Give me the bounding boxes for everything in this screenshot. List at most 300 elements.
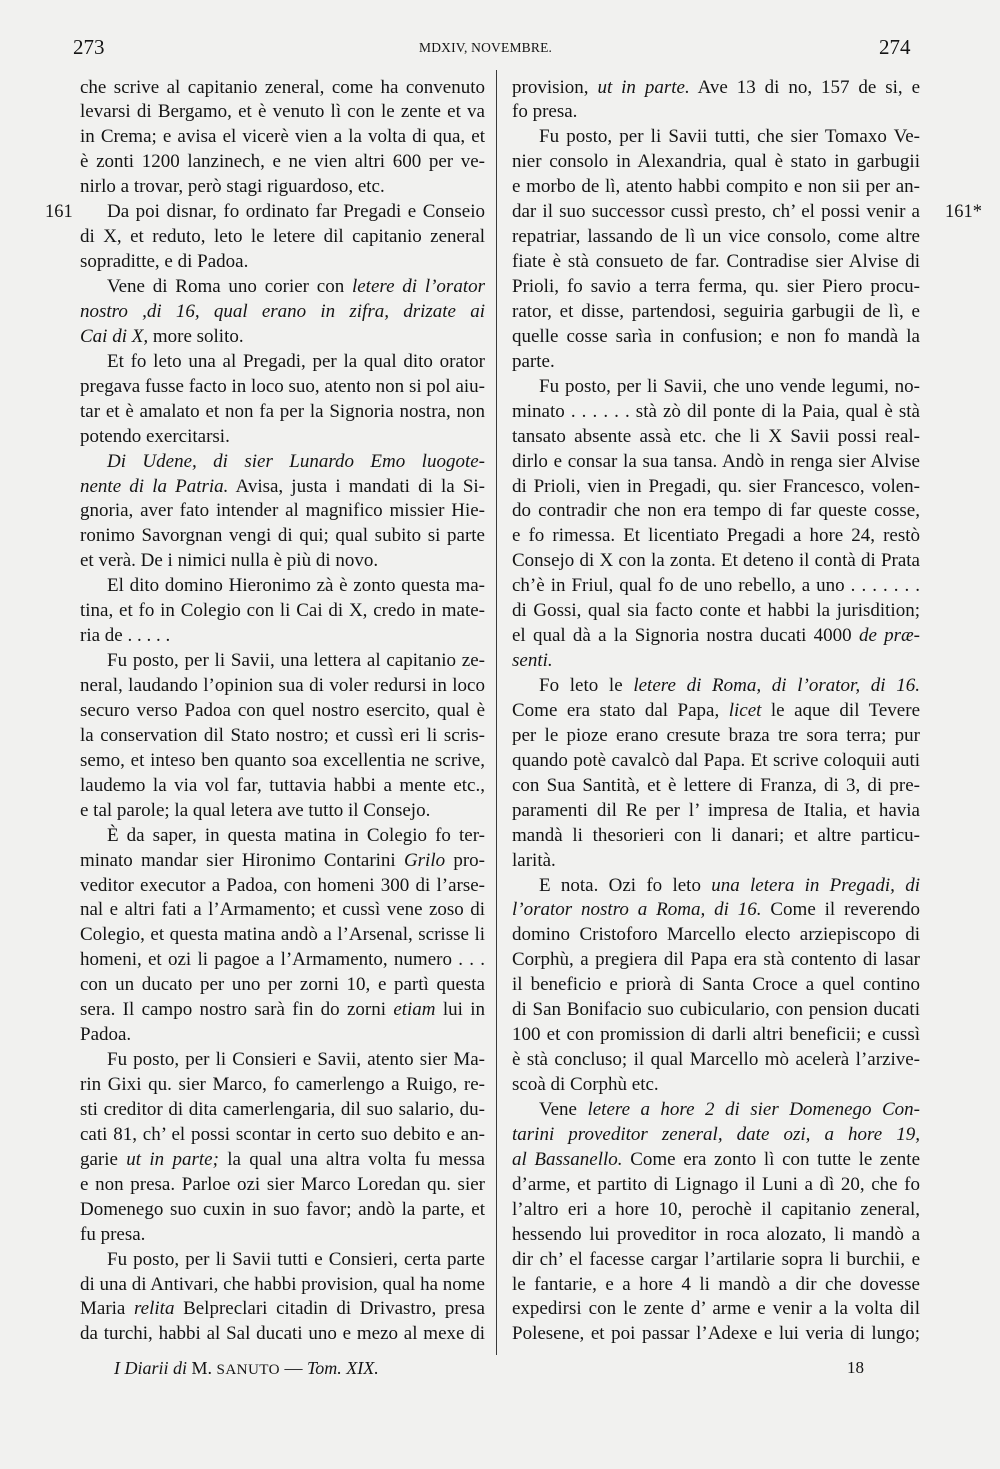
text-line [80,599,485,624]
line-text [80,250,248,275]
text-line [512,1148,920,1173]
line-text [512,849,556,874]
text-run: fu presa. [80,1223,146,1245]
text-line [512,774,920,799]
text-run: di Prioli, vien in Pregadi, qu. sier Francesco, volen- [512,475,920,497]
line-text [80,1273,485,1298]
line-text [512,524,920,549]
line-text [107,200,485,225]
text-line [80,1048,485,1073]
text-line [512,898,920,923]
text-run: la conservation dil Stato nostro; et cussì eri li scris- [80,724,485,746]
text-line [80,898,485,923]
line-text [80,1148,485,1173]
column-divider [496,70,497,1355]
text-line [512,375,920,400]
left-column [45,76,485,1348]
line-text [80,300,485,325]
text-run: levarsi di Bergamo, et è venuto lì con le zente et va [80,101,485,123]
text-run: minato mandar sier Hironimo Contarini [80,849,404,871]
line-text [512,225,920,250]
text-line [80,574,485,599]
line-text [512,549,920,574]
text-run: tina, et fo in Colegio con li Cai di X, credo in mate- [80,600,485,622]
paragraph [512,76,920,126]
text-run: sti creditor di dita camerlengaria, dil suo salario, du- [80,1098,485,1120]
text-line [512,699,920,724]
text-line [45,200,485,225]
text-line [512,475,920,500]
line-text [512,1273,920,1298]
paragraph [512,1098,920,1347]
text-line [512,400,920,425]
line-text [512,998,920,1023]
paragraph [80,824,485,1048]
paragraph [80,1048,485,1248]
text-line [512,1273,920,1298]
line-text [512,475,920,500]
text-line [512,1123,920,1148]
line-text [512,724,920,749]
line-text [80,1098,485,1123]
text-run: lui in [435,999,485,1021]
text-line [80,125,485,150]
text-line [512,549,920,574]
text-line [512,1048,920,1073]
paragraph [80,76,485,201]
text-line [512,948,920,973]
italic-run: nostro ,di 16, qual erano in zifra, drizate ai [80,300,485,322]
text-run: Come era zonto lì con tutte le zente [622,1148,920,1170]
text-run: in Crema; e avisa el vicerè vien a la volta di qua, et [80,126,485,148]
text-run: le fantarie, e a hore 4 li mandò a dir che dovesse [512,1273,920,1295]
text-run: sopraditte, e di Padoa. [80,251,249,273]
text-line [80,1297,485,1322]
text-run: pregava fusse facto in loco suo, atento non si pol aiu- [80,375,485,397]
text-line [512,425,920,450]
line-text [512,450,920,475]
text-run: e non presa. Parloe ozi sier Marco Loredan qu. sier [80,1173,485,1195]
text-run: dirlo e consar la sua tansa. Andò in renga sier Alvise [512,450,920,472]
paragraph [80,1248,485,1348]
line-text [80,549,378,574]
line-text [512,250,920,275]
line-text [512,1223,920,1248]
text-run: Fo leto le [539,675,634,696]
line-text [107,275,485,300]
text-line [80,1173,485,1198]
line-text [512,499,920,524]
text-line [512,799,920,824]
text-run: provision, [512,76,598,98]
paragraph [512,125,982,374]
text-line [80,524,485,549]
line-text [80,923,485,948]
text-line [80,475,485,500]
text-line [80,674,485,699]
line-text [512,1322,920,1347]
text-line [512,1223,920,1248]
text-run: fiate è stà consueto de far. Contradise sier Alvise di [512,251,920,273]
text-run: da turchi, habbi al Sal ducati uno e mezo al mexe di [80,1323,485,1345]
line-text [80,1023,131,1048]
text-run: Domenego suo cuxin in suo favor; andò la parte, et [80,1198,485,1220]
line-text [512,1148,920,1173]
text-line [512,275,920,300]
text-run: gnoria, aver fato intender al magnifico missier Hie- [80,500,485,522]
text-line [512,1073,920,1098]
text-run: È da saper, in questa matina in Colegio fo ter- [107,824,485,846]
line-text [80,1198,485,1223]
text-line [80,1248,485,1273]
text-run: nier consolo in Alexandria, qual è stato in garbugii [512,151,920,173]
line-text [512,1297,920,1322]
text-line [80,225,485,250]
paragraph [80,649,485,824]
line-text [107,1048,485,1073]
italic-run: licet [728,699,762,721]
text-line [80,425,485,450]
text-run: tar et è amalato et non fa per la Signoria nostra, non [80,400,485,422]
line-text [512,200,920,225]
text-line [512,923,920,948]
italic-run: ut in parte; [126,1148,219,1170]
text-line [512,599,920,624]
margin-page-number: 161* [945,202,982,223]
text-line [80,1098,485,1123]
text-run: el qual dà a la Signoria nostra ducati 4000 [512,625,859,647]
line-text [107,450,485,475]
text-line [80,549,485,574]
line-text [80,1073,485,1098]
line-text [80,724,485,749]
line-text [512,973,920,998]
italic-run: letere di Roma, di l’orator, di 16. [633,675,920,696]
italic-run: I Diarii di [114,1358,188,1378]
italic-run: tarini proveditor zeneral, date ozi, a hore 19, [512,1123,920,1145]
text-run: M. [187,1358,217,1378]
line-text [80,599,485,624]
text-run: con Sua Santità, et è lettere di Franza, di 3, di pre- [512,774,920,796]
text-line [80,774,485,799]
line-text [512,923,920,948]
text-run: Da poi disnar, fo ordinato far Pregadi e Conseio [107,201,485,223]
line-text [512,799,920,824]
page-number-right: 274 [879,35,911,59]
text-run: neral, laudando l’opinion sua di voler redursi in loco [80,675,485,696]
line-text [80,699,485,724]
text-line [512,175,920,200]
line-text [80,948,485,973]
line-text [80,799,430,824]
italic-run: letere a hore 2 di sier Domenego Con- [587,1098,920,1120]
text-line [512,300,920,325]
text-line [80,1073,485,1098]
text-line [512,998,920,1023]
text-run: Maria [80,1298,134,1320]
text-line [512,824,920,849]
text-run: — [279,1358,307,1378]
italic-run: Grilo [403,849,446,871]
text-line [80,1023,485,1048]
text-run: fo presa. [512,101,578,123]
text-run: Vene [539,1098,588,1120]
text-line [512,225,920,250]
text-run: rin Gixi qu. sier Marco, fo camerlengo a Ruigo, re- [80,1074,485,1095]
text-run: Fu posto, per li Savii tutti e Consieri, certa parte [107,1248,485,1270]
text-line [80,649,485,674]
text-run: potendo exercitarsi. [80,425,230,447]
footer-citation [114,1356,379,1382]
text-run: Avisa, justa i mandati di la Si- [228,475,485,497]
text-run: Ave 13 di no, 157 de si, e [689,76,921,98]
text-line [512,649,920,674]
line-text [512,1173,920,1198]
text-run: larità. [512,849,556,871]
text-run: di una di Antivari, che habbi provision, qual ha nome [80,1273,485,1295]
text-line [512,1322,920,1347]
line-text [512,100,577,125]
text-line [512,1098,920,1123]
line-text [512,824,920,849]
line-text [512,425,920,450]
paragraph [80,574,485,649]
line-text [80,898,485,923]
text-line [80,325,485,350]
text-run: Et fo leto una al Pregadi, per la qual dito orator [107,350,485,372]
line-text [80,175,385,200]
text-line [80,624,485,649]
line-text [539,1098,920,1123]
text-run: Come era stato dal Papa, [512,699,729,721]
running-head: MDXIV, NOVEMBRE. [419,40,553,55]
text-run: mandà li thesorieri con li danari; et altre particu- [512,824,920,846]
line-text [512,624,920,649]
text-line [80,973,485,998]
text-run: dar il suo successor cussì presto, ch’ el possi venir a [512,201,920,223]
line-text [80,475,485,500]
text-run: garie [80,1148,127,1170]
line-text [512,898,920,923]
text-line [80,400,485,425]
text-run: laudemo la via vol far, tuttavia habbi a mente etc., [80,774,485,796]
line-text [80,874,485,899]
text-line [80,824,485,849]
text-line [512,849,920,874]
text-run: do contradir che non era tempo di far queste cosse, [512,500,920,522]
line-text [80,225,485,250]
line-text [512,699,920,724]
text-line [512,574,920,599]
text-line [80,849,485,874]
paragraph [45,200,485,275]
text-line [80,300,485,325]
text-run: Fu posto, per li Savii tutti, che sier Tomaxo Ve- [539,126,920,148]
text-run: di San Bonifacio suo cubiculario, con pension ducati [512,999,920,1021]
text-line [80,799,485,824]
line-text [107,350,485,375]
italic-run: una letera in Pregadi, di [711,874,920,896]
text-run: di Gossi, qual sia facto conte et habbi la jurisdition; [512,600,920,622]
text-run: l’altro eri a hore 10, perochè il capitanio zeneral, [512,1198,920,1220]
text-run: dir ch’ el facesse cargar l’artilarie sopra li burchii, e [512,1248,920,1270]
line-text [512,599,920,624]
line-text [80,849,485,874]
text-line [80,100,485,125]
italic-run: l’orator nostro a Roma, di 16. [512,899,762,921]
text-run: Fu posto, per li Savii, una lettera al capitanio ze- [107,650,485,672]
text-line [512,1198,920,1223]
line-text [80,150,485,175]
text-run: per le pioze erano cresute braza tre sora terra; pur [512,724,920,746]
text-line [80,499,485,524]
text-run: ronimo Savorgnan vengi di qui; qual subito si parte [80,525,485,547]
line-text [80,749,485,774]
text-run: more solito. [148,325,244,347]
text-run: Fu posto, per li Savii, che uno vende legumi, no- [539,375,920,397]
text-line [80,1322,485,1347]
text-run: è zonti 1200 lanzinech, e ne vien altri 600 per ve- [80,151,485,173]
paragraph [80,450,485,575]
line-text [80,774,485,799]
paragraph [80,275,485,350]
line-text [80,973,485,998]
line-text [512,774,920,799]
italic-run: Tom. XIX. [306,1358,379,1378]
italic-run: senti. [512,650,553,672]
line-text [512,1048,920,1073]
italic-run: Cai di X, [80,325,149,347]
text-run: hessendo lui proveditor in roca alozato, li mandò a [512,1223,920,1245]
text-run: 100 et con promission di darli altri beneficii; e cussì [512,1024,920,1046]
line-text [80,400,485,425]
line-text [80,1223,145,1248]
line-text [512,400,920,425]
text-line [80,1223,485,1248]
text-run: le aque dil Tevere [761,699,921,721]
line-text [512,1198,920,1223]
text-line [80,450,485,475]
text-run: e tal parole; la qual letera ave tutto il Consejo. [80,799,431,821]
text-run: e morbo de lì, atento habbi compito e non sii per an- [512,176,920,198]
text-line [512,1023,920,1048]
text-run: e fo rimessa. Et licentiato Pregadi a hore 24, restò [512,525,920,547]
text-line [80,1148,485,1173]
text-line [80,250,485,275]
line-text [80,76,485,101]
text-line [512,325,920,350]
text-line [512,724,920,749]
text-run: E nota. Ozi fo leto [539,874,712,896]
text-run: la qual una altra volta fu messa [218,1148,485,1170]
text-run: Vene di Roma uno corier con [107,276,352,297]
text-line [80,375,485,400]
text-line [80,998,485,1023]
line-text [107,649,485,674]
line-text [80,425,230,450]
text-line [512,350,920,375]
text-run: semo, et inteso ben quanto soa excellentia ne scrive, [80,749,485,771]
text-line [512,150,920,175]
line-text [512,948,920,973]
line-text [107,824,485,849]
italic-run: relita [133,1298,175,1320]
text-run: repatriar, lassando de lì un vice consolo, come altre [512,226,920,248]
text-line [80,948,485,973]
line-text [512,749,920,774]
line-text [80,998,485,1023]
text-run: Polesene, et poi passar l’Adexe e lui veria di lungo; [512,1323,920,1345]
line-text [512,1123,920,1148]
paragraph [80,350,485,450]
paragraph [512,674,920,874]
line-text [512,76,920,101]
line-text [512,350,555,375]
text-line [512,200,982,225]
text-run: nirlo a trovar, però stagi riguardoso, etc. [80,176,385,198]
line-text [80,524,485,549]
text-run: quando potè cavalcò dal Papa. Et scrive coloquii auti [512,749,920,771]
line-text [539,375,920,400]
line-text [80,1297,485,1322]
text-line [80,923,485,948]
text-line [80,350,485,375]
line-text [539,674,920,699]
line-text [80,125,485,150]
text-line [512,125,920,150]
text-run: sera. Il campo nostro sarà fin do zorni [80,999,394,1021]
text-run: cati 81, ch’ el possi scontar in certo suo debito e an- [80,1123,485,1145]
line-text [80,499,485,524]
text-run: veditor executor a Padoa, con homeni 300 di l’arse- [80,874,485,896]
line-text [80,100,485,125]
line-text [512,325,920,350]
line-text [80,624,170,649]
text-line [80,76,485,101]
text-line [512,674,920,699]
text-run: parte. [512,350,555,372]
line-text [512,574,920,599]
line-text [80,375,485,400]
line-text [539,874,920,899]
text-line [512,499,920,524]
text-line [512,250,920,275]
text-run: expedirsi con le zente d’ arme e venir a la volta dil [512,1298,920,1320]
text-run: Fu posto, per li Consieri e Savii, atento sier Ma- [107,1049,485,1071]
text-run: è stà concluso; il qual Marcello mò acelerà l’arzive- [512,1049,920,1071]
italic-run: nente di la Patria. [80,475,229,497]
italic-run: al Bassanello. [512,1148,623,1170]
line-text [512,1023,920,1048]
italic-run: letere di l’orator [351,276,485,297]
right-column [512,76,982,1348]
text-run: di X, et reduto, leto le letere dil capitanio zeneral [80,226,485,248]
text-run: et verà. De i nimici nulla è più di novo. [80,550,379,572]
line-text [80,325,244,350]
line-text [107,574,485,599]
italic-run: Di Udene, di sier Lunardo Emo luogote- [107,450,485,472]
italic-run: ut in parte. [597,76,690,98]
line-text [107,1248,485,1273]
line-text [512,300,920,325]
paragraph [512,375,920,674]
line-text [512,275,920,300]
text-line [80,150,485,175]
line-text [512,1073,659,1098]
signature-number: 18 [847,1358,864,1377]
text-line [512,973,920,998]
text-line [80,175,485,200]
